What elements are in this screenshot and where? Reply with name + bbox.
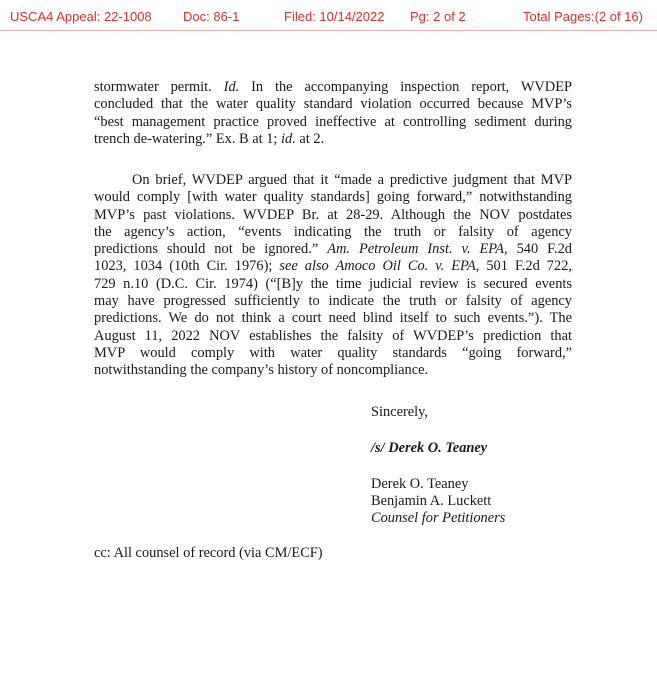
cc-line: cc: All counsel of record (via CM/ECF) [94, 545, 323, 561]
doc-number: Doc: 86-1 [183, 9, 240, 24]
paragraph-1 [94, 79, 572, 148]
signer-name-2: Benjamin A. Luckett [371, 493, 492, 509]
text-line: August 11, 2022 NOV establishes the falsity of WVDEP’s prediction that [94, 327, 572, 344]
electronic-signature: /s/ Derek O. Teaney [371, 440, 488, 456]
text-line: predictions should not be ignored.” Am. Petroleum Inst. v. EPA, 540 F.2d [94, 241, 572, 258]
text-line: stormwater permit. Id. In the accompanying inspection report, WVDEP [94, 79, 572, 95]
salutation: Sincerely, [371, 404, 429, 420]
text-line: MVP’s past violations. WVDEP Br. at 28-29. Although the NOV postdates [94, 206, 572, 223]
text-line: would comply [with water quality standards] going forward,” notwithstanding [94, 189, 572, 206]
header-divider [0, 30, 657, 31]
text-line: notwithstanding the company’s history of noncompliance. [94, 362, 429, 379]
total-pages: Total Pages:(2 of 16) [523, 9, 643, 24]
text-line: 729 n.10 (D.C. Cir. 1974) (“[B]y the time judicial review is secured events [94, 275, 572, 292]
filed-date: Filed: 10/14/2022 [284, 9, 385, 24]
text-line: predictions. We do not think a court need blind itself to such events.”). The [94, 310, 572, 327]
text-line: the agency’s action, “events indicating the truth or falsity of agency [94, 223, 572, 240]
paragraph-2 [94, 172, 572, 380]
case-number: USCA4 Appeal: 22-1008 [10, 9, 152, 24]
page-number: Pg: 2 of 2 [410, 9, 466, 24]
signer-name: Derek O. Teaney [371, 476, 469, 492]
text-line: 1023, 1034 (10th Cir. 1976); see also Amoco Oil Co. v. EPA, 501 F.2d 722, [94, 258, 572, 275]
text-line: MVP would comply with water quality standards “going forward,” [94, 344, 572, 361]
filing-header [0, 9, 657, 27]
text-line: concluded that the water quality standard violation occurred because MVP’s [94, 96, 572, 113]
text-line: trench de-watering.” Ex. B at 1; id. at 2. [94, 130, 325, 147]
text-line: may have progressed sufficiently to indicate the truth or falsity of agency [94, 293, 572, 310]
text-line: “best management practice proved ineffective at controlling sediment during [94, 113, 572, 130]
signer-role: Counsel for Petitioners [371, 510, 506, 526]
text-line: On brief, WVDEP argued that it “made a predictive judgment that MVP [132, 172, 572, 188]
